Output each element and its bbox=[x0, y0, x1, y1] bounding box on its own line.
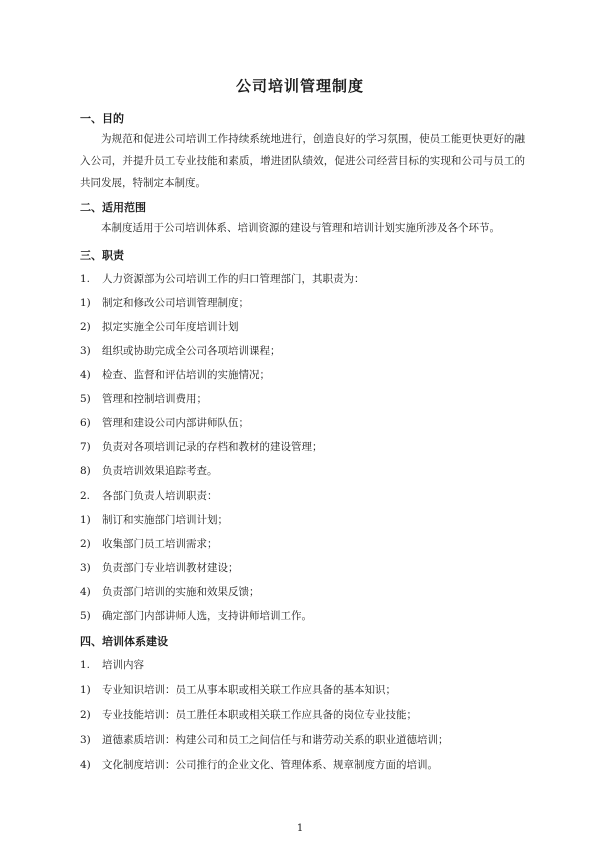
section-heading-scope: 二、适用范围 bbox=[80, 201, 146, 214]
list-item: 1) 专业知识培训：员工从事本职或相关联工作应具备的基本知识； bbox=[80, 684, 396, 696]
list-item: 1. 人力资源部为公司培训工作的归口管理部门，其职责为： bbox=[80, 273, 365, 285]
list-item: 1) 制定和修改公司培训管理制度； bbox=[80, 297, 249, 309]
list-item: 5) 管理和控制培训费用； bbox=[80, 393, 207, 405]
list-item: 2) 专业技能培训：员工胜任本职或相关联工作应具备的岗位专业技能； bbox=[80, 709, 417, 721]
list-item: 4) 文化制度培训：公司推行的企业文化、管理体系、规章制度方面的培训。 bbox=[80, 759, 438, 771]
section-heading-purpose: 一、目的 bbox=[80, 112, 124, 125]
list-item: 8) 负责培训效果追踪考查。 bbox=[80, 465, 218, 477]
document-title: 公司培训管理制度 bbox=[235, 77, 364, 95]
list-item: 3) 组织或协助完成全公司各项培训课程； bbox=[80, 345, 281, 357]
section-paragraph-purpose: 为规范和促进公司培训工作持续系统地进行，创造良好的学习氛围，使员工能更快更好的融入公司，并提升员工专业技能和素质，增进团队绩效，促进公司经营目标的实现和公司与员工的共同发展，特制定本制度。 bbox=[80, 133, 525, 189]
list-item: 4) 检查、监督和评估培训的实施情况； bbox=[80, 369, 270, 381]
list-item: 1. 培训内容 bbox=[80, 659, 144, 671]
list-item: 2) 拟定实施全公司年度培训计划 bbox=[80, 321, 239, 333]
list-item: 5) 确定部门内部讲师人选，支持讲师培训工作。 bbox=[80, 610, 312, 622]
list-item: 3) 负责部门专业培训教材建设； bbox=[80, 562, 239, 574]
list-item: 2. 各部门负责人培训职责： bbox=[80, 490, 218, 502]
list-item: 6) 管理和建设公司内部讲师队伍； bbox=[80, 417, 249, 429]
list-item: 1) 制订和实施部门培训计划； bbox=[80, 514, 228, 526]
section-heading-responsibilities: 三、职责 bbox=[80, 249, 124, 262]
page-number: 1 bbox=[296, 823, 304, 834]
list-item: 4) 负责部门培训的实施和效果反馈； bbox=[80, 586, 260, 598]
section-heading-training-system: 四、培训体系建设 bbox=[80, 635, 168, 648]
section-paragraph-scope: 本制度适用于公司培训体系、培训资源的建设与管理和培训计划实施所涉及各个环节。 bbox=[101, 222, 500, 234]
list-item: 7) 负责对各项培训记录的存档和教材的建设管理； bbox=[80, 441, 323, 453]
list-item: 2) 收集部门员工培训需求； bbox=[80, 538, 218, 550]
list-item: 3) 道德素质培训：构建公司和员工之间信任与和谐劳动关系的职业道德培训； bbox=[80, 734, 449, 746]
